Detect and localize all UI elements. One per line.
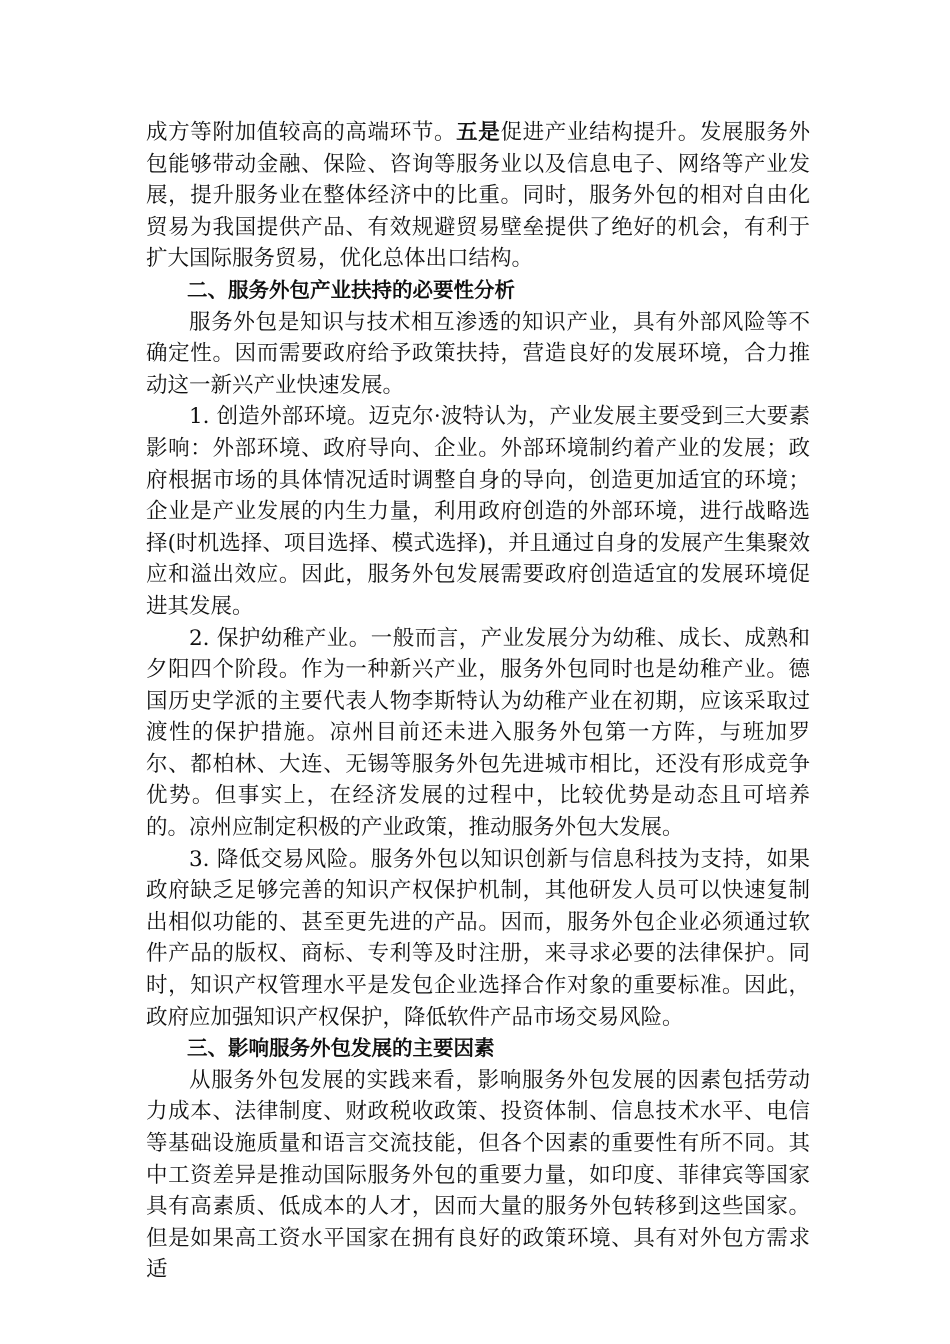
intro-bold-lead: 五是 xyxy=(456,120,501,145)
section-3-paragraph: 从服务外包发展的实践来看，影响服务外包发展的因素包括劳动力成本、法律制度、财政税收政策、投资体制、信息技术水平、电信等基础设施质量和语言交流技能，但各个因素的重要性有所不同。其中工资差异是推动国际服务外包的重要力量，如印度、菲律宾等国家具有高素质、低成本的人才，因而大量的服务外包转移到这些国家。但是如果高工资水平国家在拥有良好的政策环境、具有对外包方需求适 xyxy=(146,1067,810,1283)
section-heading-3: 三、影响服务外包发展的主要因素 xyxy=(187,1036,495,1061)
document-page xyxy=(146,117,810,1286)
intro-paragraph xyxy=(146,117,810,275)
section-2-intro-paragraph: 服务外包是知识与技术相互渗透的知识产业，具有外部风险等不确定性。因而需要政府给予政策扶持，营造良好的发展环境，合力推动这一新兴产业快速发展。 xyxy=(146,309,810,398)
section-2-item-3: 3. 降低交易风险。服务外包以知识创新与信息科技为支持，如果政府缺乏足够完善的知识产权保护机制，其他研发人员可以快速复制出相似功能的、甚至更先进的产品。因而，服务外包企业必须通过软件产品的版权、商标、专利等及时注册，来寻求必要的法律保护。同时，知识产权管理水平是发包企业选择合作对象的重要标准。因此，政府应加强知识产权保护，降低软件产品市场交易风险。 xyxy=(146,846,810,1030)
intro-text-after: 促进产业结构提升。发展服务外包能够带动金融、保险、咨询等服务业以及信息电子、网络等产业发展，提升服务业在整体经济中的比重。同时，服务外包的相对自由化贸易为我国提供产品、有效规避贸易壁垒提供了绝好的机会，有利于扩大国际服务贸易，优化总体出口结构。 xyxy=(146,120,810,272)
intro-text-before: 成方等附加值较高的高端环节。 xyxy=(146,120,457,145)
section-heading-2: 二、服务外包产业扶持的必要性分析 xyxy=(187,277,515,302)
section-2-item-1: 1. 创造外部环境。迈克尔·波特认为，产业发展主要受到三大要素影响：外部环境、政府导向、企业。外部环境制约着产业的发展；政府根据市场的具体情况适时调整自身的导向，创造更加适宜的环境；企业是产业发展的内生力量，利用政府创造的外部环境，进行战略选择(时机选择、项目选择、模式选择)，并且通过自身的发展产生集聚效应和溢出效应。因此，服务外包发展需要政府创造适宜的发展环境促进其发展。 xyxy=(146,404,810,619)
section-2-item-2: 2. 保护幼稚产业。一般而言，产业发展分为幼稚、成长、成熟和夕阳四个阶段。作为一种新兴产业，服务外包同时也是幼稚产业。德国历史学派的主要代表人物李斯特认为幼稚产业在初期，应该采取过渡性的保护措施。凉州目前还未进入服务外包第一方阵，与班加罗尔、都柏林、大连、无锡等服务外包先进城市相比，还没有形成竞争优势。但事实上，在经济发展的过程中，比较优势是动态且可培养的。凉州应制定积极的产业政策，推动服务外包大发展。 xyxy=(146,625,810,841)
